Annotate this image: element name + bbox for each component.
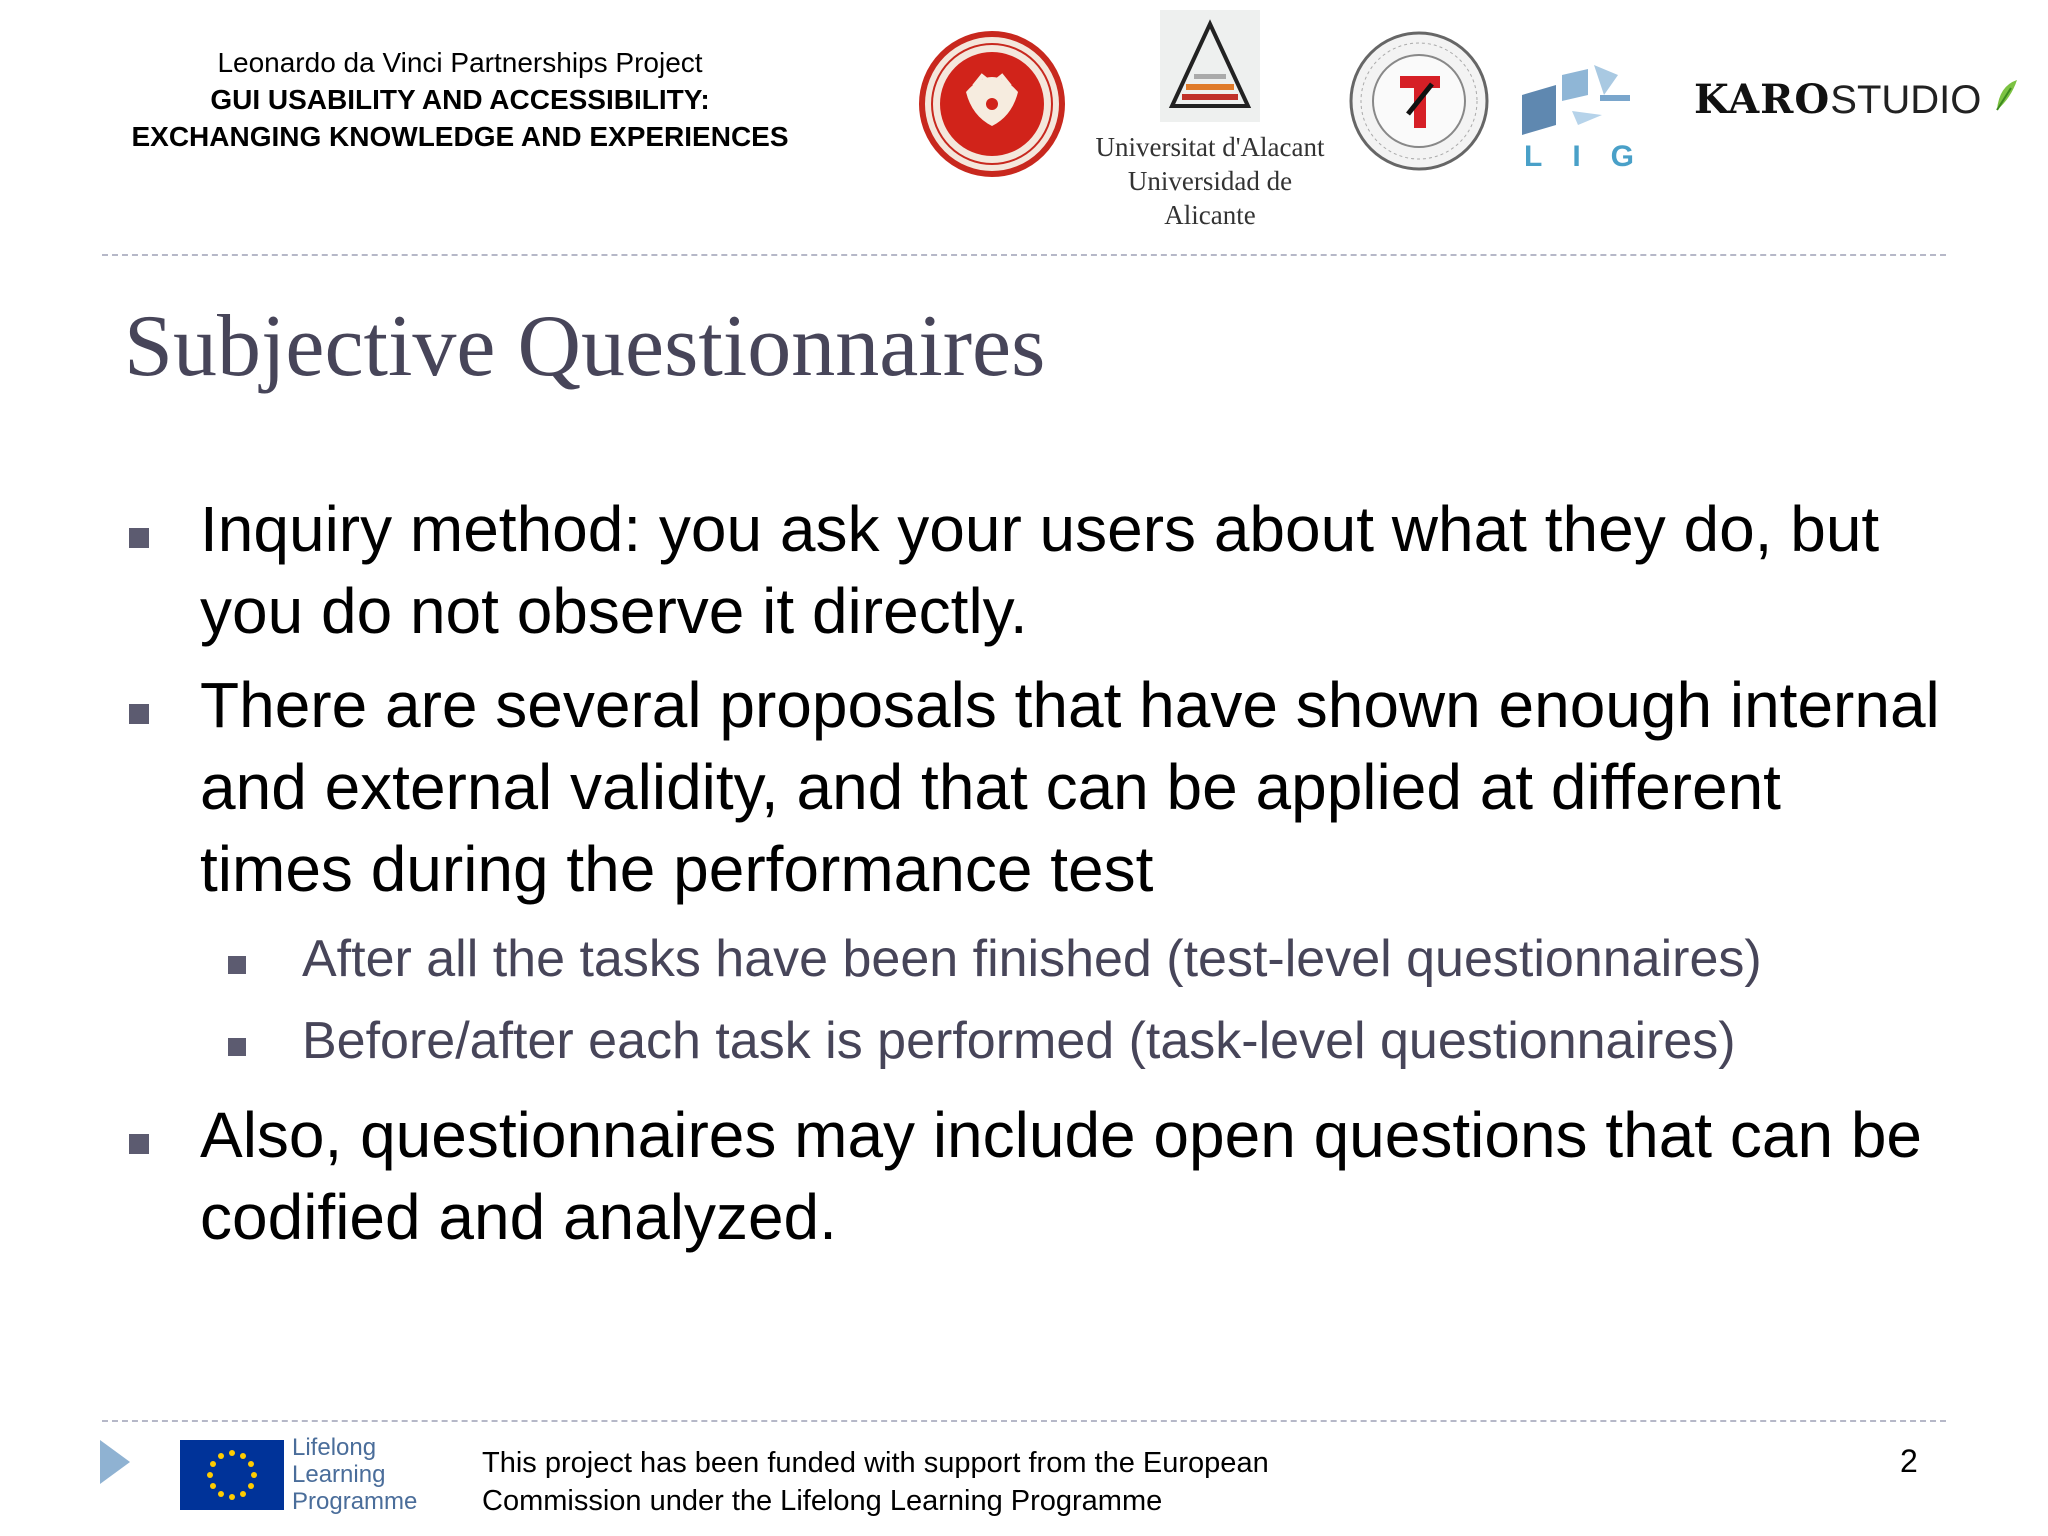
project-header xyxy=(100,44,820,155)
play-arrow-icon xyxy=(100,1440,130,1484)
bullet-item xyxy=(124,664,1944,910)
alicante-name-spanish: Universidad de Alicante xyxy=(1127,166,1293,230)
bullet-item xyxy=(124,488,1944,652)
sub-bullet-item xyxy=(124,1000,1944,1082)
bullet-list xyxy=(124,488,1944,1270)
funding-notice-line2: Commission under the Lifelong Learning Programme xyxy=(482,1485,1163,1517)
sub-bullet-item xyxy=(124,918,1944,1000)
sub-bullet-text: Before/after each task is performed (task-level questionnaires) xyxy=(302,1012,1736,1070)
bullet-text: Inquiry method: you ask your users about what they do, but you do not observe it directly. xyxy=(200,493,1880,647)
bullet-text: There are several proposals that have shown enough internal and external validity, and that can be applied at different times during the performance test xyxy=(200,669,1940,905)
alicante-triangle-logo xyxy=(1160,10,1260,122)
header-divider xyxy=(102,254,1946,256)
politechnika-seal-logo xyxy=(918,30,1066,178)
sub-bullet-square-icon xyxy=(228,1038,246,1056)
bullet-text: Also, questionnaires may include open questions that can be codified and analyzed. xyxy=(200,1099,1922,1253)
project-subtitle-line2: EXCHANGING KNOWLEDGE AND EXPERIENCES xyxy=(131,121,789,152)
studio-wordmark: STUDIO xyxy=(1830,78,1982,122)
lifelong-learning-logo-text xyxy=(292,1434,417,1515)
alicante-logo-text xyxy=(1090,130,1330,232)
project-name: Leonardo da Vinci Partnerships Project xyxy=(217,47,703,78)
bullet-square-icon xyxy=(129,528,149,548)
llp-word-1: Lifelong xyxy=(292,1434,377,1461)
slide-title: Subjective Questionnaires xyxy=(124,298,1046,395)
bullet-item xyxy=(124,1094,1944,1258)
page-number: 2 xyxy=(1900,1443,1918,1479)
karo-studio-logo xyxy=(1694,76,2019,124)
project-subtitle-line1: GUI USABILITY AND ACCESSIBILITY: xyxy=(210,84,710,115)
sub-bullet-list xyxy=(124,918,1944,1082)
leaf-icon xyxy=(1993,76,2019,116)
funding-notice-line1: This project has been funded with support from the European xyxy=(482,1447,1269,1479)
funding-notice xyxy=(482,1444,1269,1520)
sub-bullet-square-icon xyxy=(228,956,246,974)
llp-word-3: Programme xyxy=(292,1488,418,1515)
karo-wordmark: KARO xyxy=(1694,76,1831,123)
footer-divider xyxy=(102,1420,1946,1422)
lig-logo-letters: LIG xyxy=(1524,140,1664,173)
sub-bullet-text: After all the tasks have been finished (test-level questionnaires) xyxy=(302,930,1762,988)
eu-flag-icon xyxy=(180,1440,284,1510)
bullet-square-icon xyxy=(129,1134,149,1154)
llp-word-2: Learning xyxy=(292,1461,386,1488)
bullet-square-icon xyxy=(129,704,149,724)
alicante-name-valencian: Universitat d'Alacant xyxy=(1095,132,1325,162)
ujf-seal-logo xyxy=(1348,30,1490,172)
